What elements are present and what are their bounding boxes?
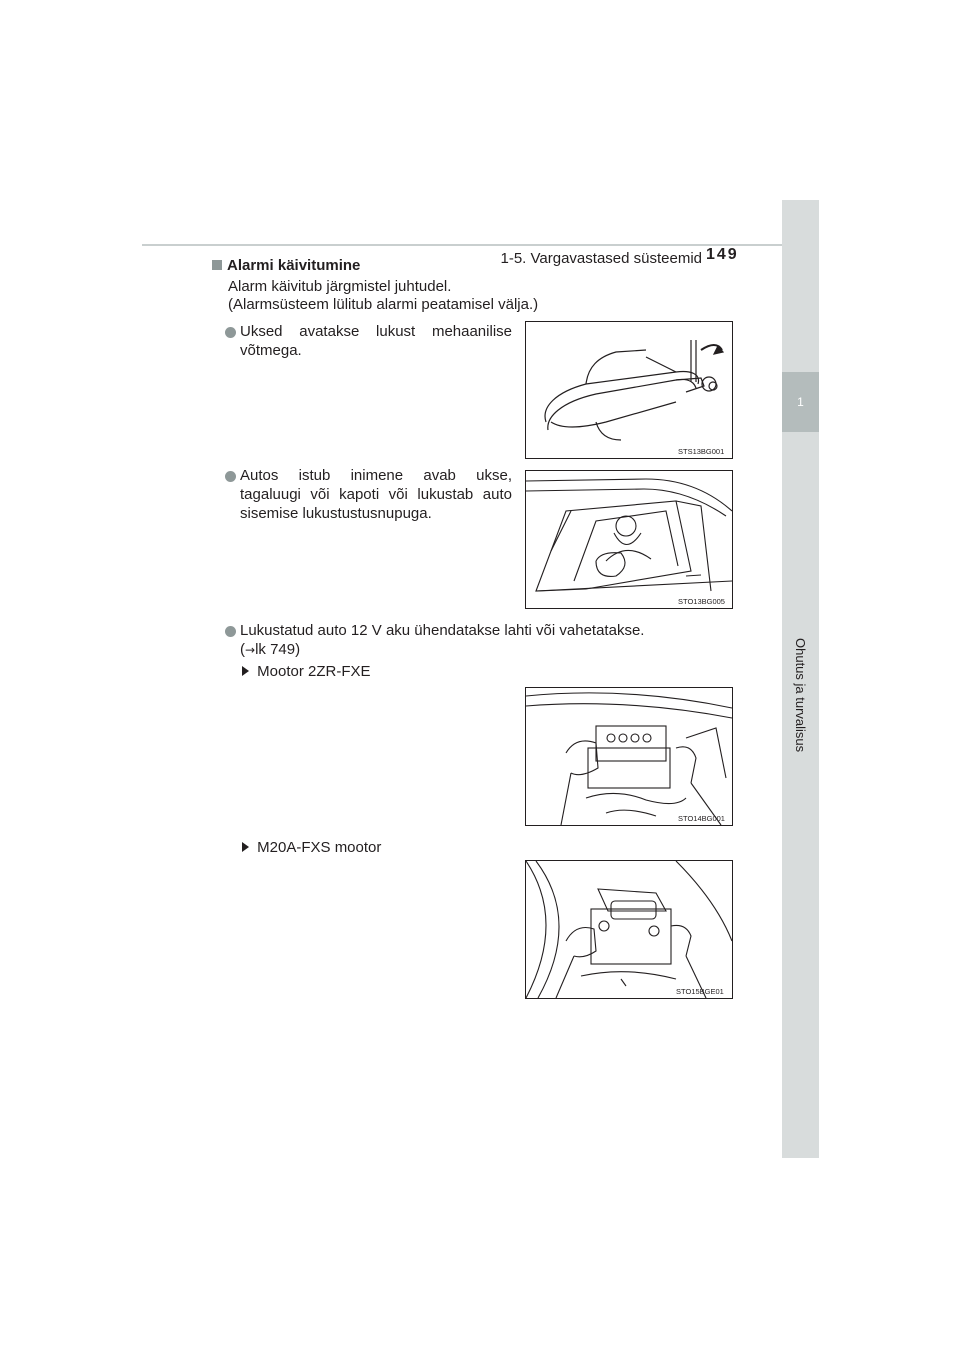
section-title: 1-5. Vargavastased süsteemid xyxy=(500,250,702,267)
section-heading xyxy=(212,256,360,275)
sub-item-engine-1 xyxy=(242,662,371,681)
intro-line-2: (Alarmsüsteem lülitub alarmi peatamisel välja.) xyxy=(228,296,539,313)
figure-person-in-car xyxy=(525,470,733,609)
car-door-illustration xyxy=(526,471,732,608)
bullet-2-line-3: sisemise lukustustusnupuga. xyxy=(240,505,432,522)
bullet-2-line-2: tagaluugi või kapoti või lukustab auto xyxy=(240,486,512,503)
figure-door-handle-key xyxy=(525,321,733,459)
bullet-1-line-2: võtmega. xyxy=(240,342,302,359)
bullet-3-line-2 xyxy=(240,640,300,660)
right-arrow-icon: → xyxy=(245,643,256,657)
heading-text: Alarmi käivitumine xyxy=(227,257,361,274)
sub-item-label: M20A-FXS mootor xyxy=(257,839,382,856)
intro-line-1: Alarm käivitub järgmistel juhtudel. xyxy=(228,278,452,295)
battery-removal-illustration-2 xyxy=(526,861,732,998)
square-bullet-icon xyxy=(212,260,222,270)
round-bullet-icon xyxy=(225,327,236,338)
chapter-number: 1 xyxy=(782,372,819,432)
chapter-side-tab xyxy=(782,200,819,1158)
chapter-label: Ohutus ja turvalisus xyxy=(793,638,808,753)
figure-1-code: STS13BG001 xyxy=(678,447,725,456)
sub-item-engine-2 xyxy=(242,838,381,857)
bullet-3-line-1: Lukustatud auto 12 V aku ühendatakse lahti või vahetatakse. xyxy=(240,622,645,639)
battery-removal-illustration-1 xyxy=(526,688,732,825)
figure-battery-2zr xyxy=(525,687,733,826)
page-reference-link[interactable]: lk 749) xyxy=(255,641,301,658)
figure-3-code: STO14BG001 xyxy=(678,814,725,823)
figure-2-code: STO13BG005 xyxy=(678,597,725,606)
ref-open-paren: ( xyxy=(240,641,245,658)
page-number: 149 xyxy=(706,246,739,263)
door-handle-illustration xyxy=(526,322,732,458)
round-bullet-icon xyxy=(225,626,236,637)
bullet-2-line-1: Autos istub inimene avab ukse, xyxy=(240,467,512,484)
sub-item-label: Mootor 2ZR-FXE xyxy=(257,663,371,680)
triangle-arrow-icon xyxy=(242,666,249,676)
figure-4-code: STO15BGE01 xyxy=(676,987,724,996)
round-bullet-icon xyxy=(225,471,236,482)
bullet-1-line-1: Uksed avatakse lukust mehaanilise xyxy=(240,323,512,340)
figure-battery-m20a xyxy=(525,860,733,999)
triangle-arrow-icon xyxy=(242,842,249,852)
